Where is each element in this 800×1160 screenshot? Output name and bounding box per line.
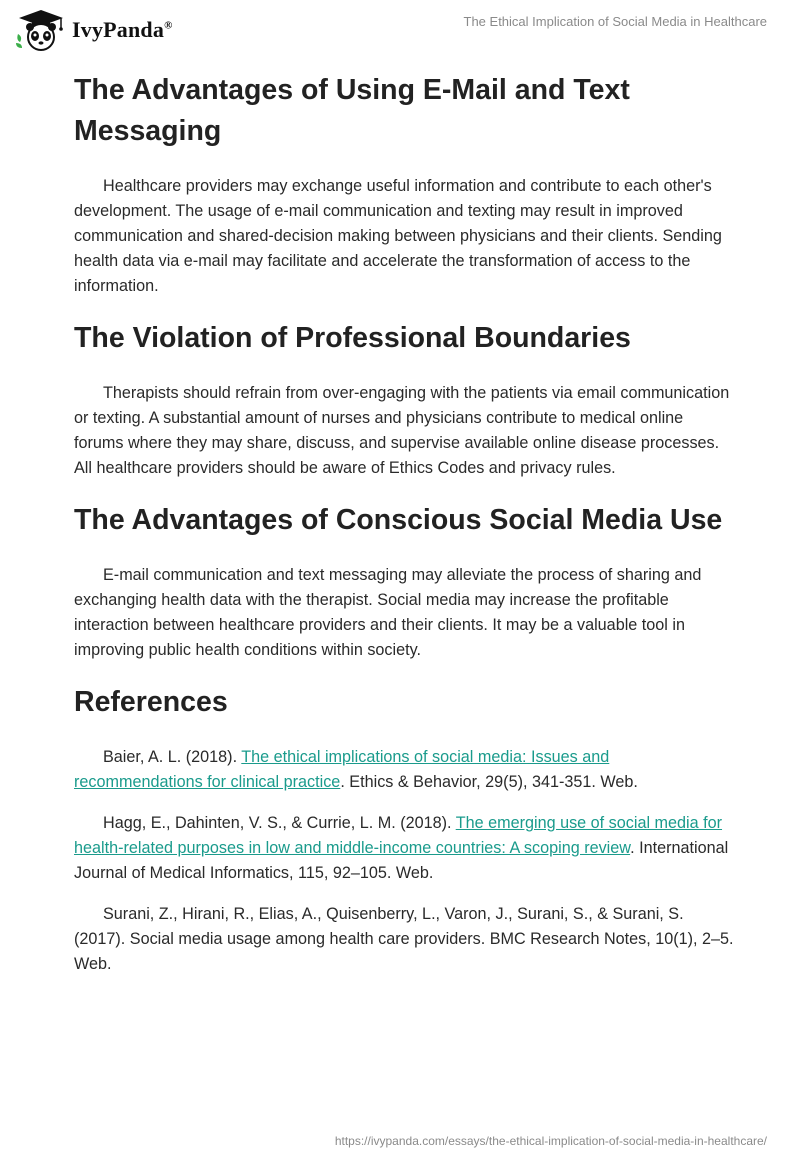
- section-email-texting: [74, 70, 734, 299]
- document-title: The Ethical Implication of Social Media in Healthcare: [463, 14, 767, 29]
- reference-item: Surani, Z., Hirani, R., Elias, A., Quisenberry, L., Varon, J., Surani, S., & Surani, S. (2017). Social media usage among health care providers. BMC Research Notes, 10(1), 2–5. Web.: [74, 905, 734, 973]
- page-header: [0, 0, 800, 60]
- section-references: [74, 682, 734, 977]
- references-heading: References: [74, 686, 228, 718]
- section-conscious-use: [74, 500, 734, 663]
- panda-icon: [14, 8, 68, 52]
- reference-link[interactable]: The ethical implications of social media: Issues and recommendations for clinical practice: [74, 748, 610, 791]
- ivypanda-logo[interactable]: [14, 8, 173, 52]
- section-body: Healthcare providers may exchange useful information and contribute to each other's development. The usage of e-mail communication and texting may result in improved communication and shared-decision making between physicians and their clients. Sending health data via e-mail may facilitate and accelerate the transformation of access to the information.: [74, 177, 722, 295]
- source-url: https://ivypanda.com/essays/the-ethical-implication-of-social-media-in-healthcare/: [334, 1134, 767, 1148]
- reference-link[interactable]: The emerging use of social media for health-related purposes in low and middle-income countries: A scoping review: [74, 814, 723, 857]
- section-body: Therapists should refrain from over-engaging with the patients via email communication or texting. A substantial amount of nurses and physicians contribute to medical online forums where they may share, discuss, and supervise available online disease processes. All healthcare providers should be aware of Ethics Codes and privacy rules.: [74, 384, 730, 477]
- section-heading: The Violation of Professional Boundaries: [74, 322, 631, 354]
- section-professional-boundaries: [74, 318, 734, 481]
- brand-name: IvyPanda®: [72, 17, 173, 42]
- section-heading: The Advantages of Conscious Social Media Use: [74, 504, 723, 536]
- reference-item: Baier, A. L. (2018). The ethical implications of social media: Issues and recommendations for clinical practice. Ethics & Behavior, 29(5), 341-351. Web.: [74, 748, 638, 791]
- article-content: [74, 70, 734, 996]
- section-body: E-mail communication and text messaging may alleviate the process of sharing and exchanging health data with the therapist. Social media may increase the profitable interaction between healthcare providers and their clients. It may be a valuable tool in improving public health conditions within society.: [74, 566, 702, 659]
- reference-item: Hagg, E., Dahinten, V. S., & Currie, L. M. (2018). The emerging use of social media for health-related purposes in low and middle-income countries: A scoping review. International Journal of Medical Informatics, 115, 92–105. Web.: [74, 814, 729, 882]
- section-heading: The Advantages of Using E-Mail and Text Messaging: [74, 74, 630, 147]
